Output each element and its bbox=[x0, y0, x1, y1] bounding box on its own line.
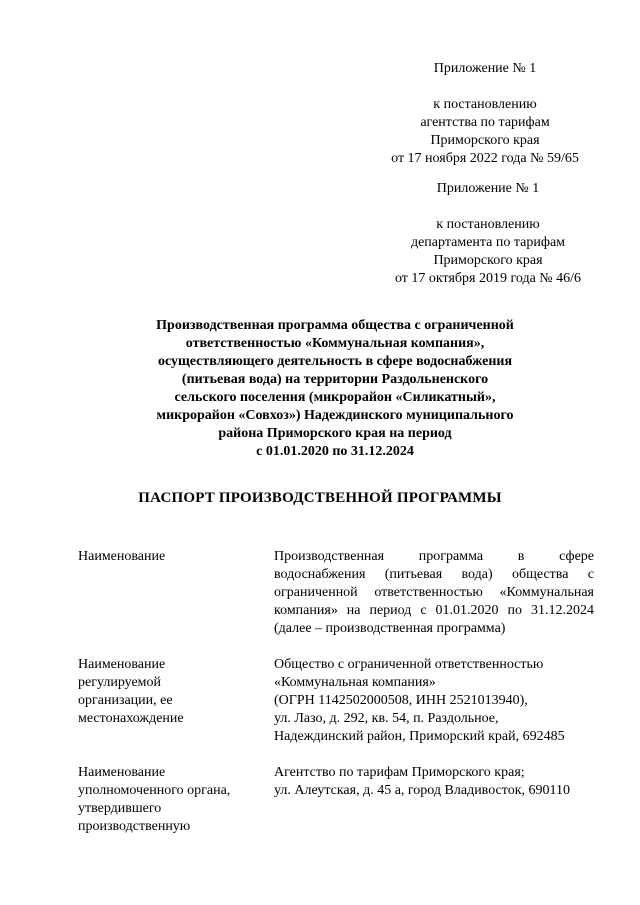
appendix-2-block bbox=[380, 180, 596, 288]
passport-row-organization bbox=[78, 656, 598, 746]
appendix-2-line: к постановлению bbox=[436, 217, 540, 232]
passport-heading: ПАСПОРТ ПРОИЗВОДСТВЕННОЙ ПРОГРАММЫ bbox=[138, 490, 502, 506]
appendix-2-line: Приморского края bbox=[433, 253, 543, 268]
row-value-line: (далее – производственная программа) bbox=[274, 621, 506, 636]
program-title-line: осуществляющего деятельность в сфере водоснабжения bbox=[157, 354, 513, 369]
row-label-line: Наименование bbox=[78, 549, 166, 564]
row-value-line: (ОГРН 1142502000508, ИНН 2521013940), bbox=[274, 693, 528, 708]
row-value-line: «Коммунальная компания» bbox=[274, 675, 436, 690]
row-label-line: Наименование bbox=[78, 765, 166, 780]
appendix-1-block bbox=[380, 60, 590, 168]
passport-row-name bbox=[78, 548, 598, 638]
row-value bbox=[274, 656, 594, 746]
appendix-2-line: от 17 октября 2019 года № 46/6 bbox=[394, 271, 582, 286]
appendix-1-line: к постановлению bbox=[433, 97, 537, 112]
appendix-1-line: от 17 ноября 2022 года № 59/65 bbox=[391, 151, 579, 166]
passport-row-authority bbox=[78, 764, 598, 836]
row-label bbox=[78, 656, 274, 746]
appendix-1-line: Приморского края bbox=[430, 133, 540, 148]
row-value-line: Надеждинский район, Приморский край, 692485 bbox=[274, 729, 565, 744]
appendix-2-title: Приложение № 1 bbox=[436, 181, 540, 196]
program-title-line: (питьевая вода) на территории Раздольненского bbox=[181, 372, 489, 387]
passport-table bbox=[78, 548, 598, 854]
row-label-line: Наименование bbox=[78, 657, 166, 672]
row-value-line: ул. Лазо, д. 292, кв. 54, п. Раздольное, bbox=[274, 711, 499, 726]
row-value-line: компания» на период с 01.01.2020 по 31.12.2024 bbox=[274, 603, 594, 618]
program-title-line: микрорайон «Совхоз») Надеждинского муниципального bbox=[156, 408, 514, 423]
row-value-line: Общество с ограниченной ответственностью bbox=[274, 657, 544, 672]
appendix-1-title: Приложение № 1 bbox=[433, 61, 537, 76]
program-title-line: района Приморского края на период bbox=[218, 426, 452, 441]
row-value bbox=[274, 764, 594, 836]
program-title bbox=[120, 317, 550, 461]
row-label bbox=[78, 548, 274, 638]
row-label-line: организации, ее bbox=[78, 693, 173, 708]
row-label-line: местонахождение bbox=[78, 711, 184, 726]
row-value-line: ограниченной ответственностью «Коммунальная bbox=[274, 585, 594, 600]
row-value-line: Агентство по тарифам Приморского края; bbox=[274, 765, 525, 780]
row-label-line: уполномоченного органа, bbox=[78, 783, 231, 798]
program-title-line: с 01.01.2020 по 31.12.2024 bbox=[256, 444, 414, 459]
program-title-line: ответственностью «Коммунальная компания», bbox=[185, 336, 485, 351]
row-value-line: водоснабжения (питьевая вода) общества с bbox=[274, 567, 594, 582]
row-label-line: регулируемой bbox=[78, 675, 162, 690]
row-value bbox=[274, 548, 594, 638]
row-value-line: ул. Алеутская, д. 45 а, город Владивосток, 690110 bbox=[274, 783, 570, 798]
program-title-line: Производственная программа общества с ограниченной bbox=[156, 318, 514, 333]
appendix-1-line: агентства по тарифам bbox=[420, 115, 550, 130]
appendix-2-line: департамента по тарифам bbox=[410, 235, 566, 250]
program-title-line: сельского поселения (микрорайон «Силикатный», bbox=[174, 390, 496, 405]
row-label-line: утвердившего bbox=[78, 801, 162, 816]
row-value-line: Производственная программа в сфере bbox=[274, 549, 594, 564]
row-label bbox=[78, 764, 274, 836]
row-label-line: производственную bbox=[78, 819, 191, 834]
